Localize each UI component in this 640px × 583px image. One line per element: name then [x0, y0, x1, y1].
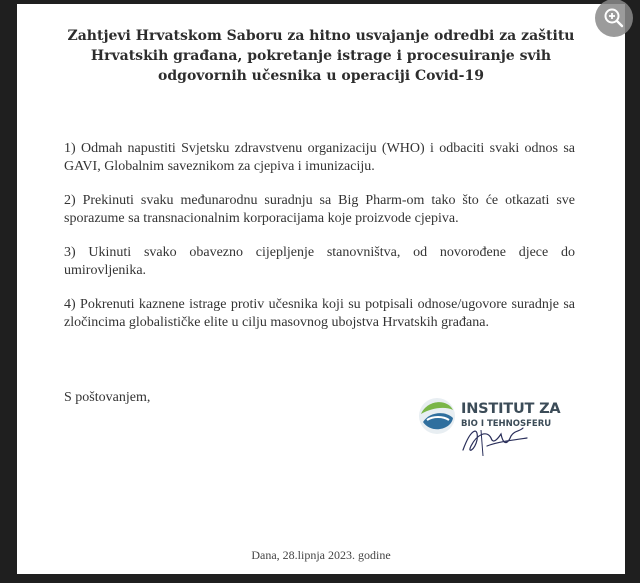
zoom-in-button[interactable] [594, 0, 634, 40]
document-page [17, 4, 625, 574]
demand-paragraph-2: 2) Prekinuti svaku međunarodnu suradnju sa Big Pharm-om tako što će otkazati sve sporazume sa transnacionalnim korporacijama koje proizvode cjepiva. [64, 193, 575, 226]
title-line-2: Hrvatskih građana, pokretanje istrage i procesuiranje svih [90, 48, 552, 64]
title-line-3: odgovornih učesnika u operaciji Covid-19 [158, 68, 484, 84]
closing-salutation: S poštovanjem, [64, 390, 151, 405]
signature [457, 420, 532, 460]
institute-logo-icon [417, 396, 457, 436]
zoom-in-icon [594, 0, 634, 40]
logo-text-line-1: INSTITUT ZA [461, 401, 561, 417]
logo-text-line-2: BIO I TEHNOSFERU [461, 419, 552, 429]
demand-paragraph-3: 3) Ukinuti svako obavezno cijepljenje stanovništva, od novorođene djece do umirovljenika. [64, 245, 575, 278]
demand-paragraph-4: 4) Pokrenuti kaznene istrage protiv učesnika koji su potpisali odnose/ugovore suradnje sa zločincima globalističke elite u cilju masovnog ubojstva Hrvatskih građana. [64, 297, 575, 330]
title-line-1: Zahtjevi Hrvatskom Saboru za hitno usvajanje odredbi za zaštitu [67, 28, 575, 44]
document-title [17, 26, 625, 86]
demand-paragraph-1: 1) Odmah napustiti Svjetsku zdravstvenu organizaciju (WHO) i odbaciti svaki odnos sa GAVI, Globalnim saveznikom za cjepiva i imunizaciju. [64, 141, 575, 174]
institute-logo [417, 396, 567, 466]
document-date: Dana, 28.lipnja 2023. godine [251, 548, 391, 562]
